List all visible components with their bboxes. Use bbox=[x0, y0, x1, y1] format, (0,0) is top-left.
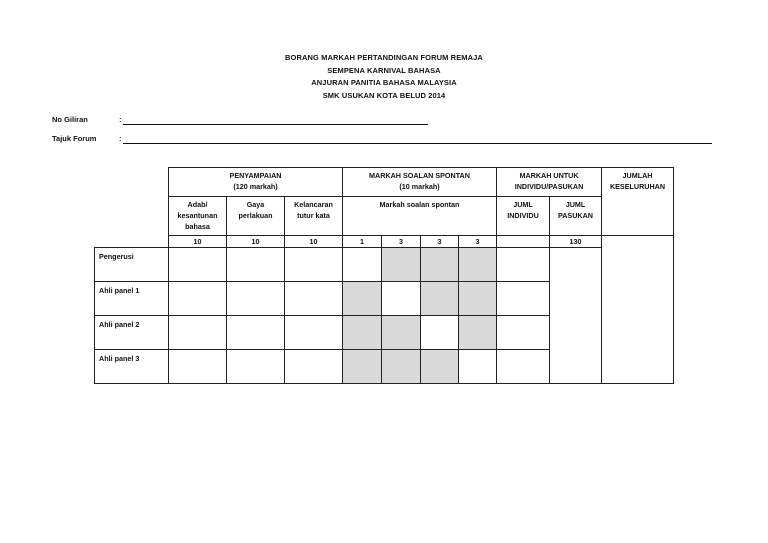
score-cell[interactable] bbox=[227, 282, 285, 316]
juml-pasukan-label-1: JUML bbox=[565, 200, 586, 209]
penyampaian-header bbox=[169, 168, 343, 197]
jumlah-keseluruhan-cell[interactable] bbox=[602, 236, 674, 384]
kelancaran-label-1: Kelancaran bbox=[294, 200, 333, 209]
shaded-cell bbox=[421, 350, 459, 384]
score-cell[interactable] bbox=[227, 248, 285, 282]
score-cell[interactable] bbox=[169, 248, 227, 282]
form-subtitle-event: SEMPENA KARNIVAL BAHASA bbox=[327, 65, 441, 75]
adab-header bbox=[169, 197, 227, 236]
marks-spontan-1: 1 bbox=[343, 236, 382, 248]
no-giliran-blank-line[interactable] bbox=[123, 124, 428, 125]
score-cell[interactable] bbox=[497, 350, 550, 384]
shaded-cell bbox=[343, 350, 382, 384]
penyampaian-title: PENYAMPAIAN bbox=[229, 171, 282, 180]
jumlah-header bbox=[602, 168, 674, 236]
adab-label-3: bahasa bbox=[185, 222, 210, 231]
juml-individu-header bbox=[497, 197, 550, 236]
marks-spontan-4: 3 bbox=[459, 236, 497, 248]
untuk-title: MARKAH UNTUK bbox=[519, 171, 579, 180]
form-subtitle-school: SMK USUKAN KOTA BELUD 2014 bbox=[322, 90, 446, 100]
shaded-cell bbox=[343, 316, 382, 350]
score-cell[interactable] bbox=[421, 316, 459, 350]
gaya-label-1: Gaya bbox=[246, 200, 265, 209]
tajuk-forum-label: Tajuk Forum bbox=[52, 134, 97, 143]
form-title-block bbox=[0, 52, 768, 102]
marks-kelancaran: 10 bbox=[285, 236, 343, 248]
score-cell[interactable] bbox=[285, 350, 343, 384]
corner-cell bbox=[95, 197, 169, 236]
kelancaran-header bbox=[285, 197, 343, 236]
form-title: BORANG MARKAH PERTANDINGAN FORUM REMAJA bbox=[285, 53, 483, 62]
shaded-cell bbox=[459, 282, 497, 316]
adab-label-1: Adab/ bbox=[187, 200, 208, 209]
gaya-label-2: perlakuan bbox=[238, 211, 273, 220]
individu-pasukan-header bbox=[497, 168, 602, 197]
row-label-ahli-panel-1: Ahli panel 1 bbox=[95, 282, 169, 316]
juml-individu-label-1: JUML bbox=[513, 200, 533, 209]
marks-juml-pasukan: 130 bbox=[550, 236, 602, 248]
marks-spontan-3: 3 bbox=[421, 236, 459, 248]
marks-spontan-2: 3 bbox=[382, 236, 421, 248]
shaded-cell bbox=[343, 282, 382, 316]
score-cell[interactable] bbox=[343, 248, 382, 282]
row-label-ahli-panel-3: Ahli panel 3 bbox=[95, 350, 169, 384]
jumlah-title: JUMLAH bbox=[622, 171, 653, 180]
no-giliran-label: No Giliran bbox=[52, 115, 88, 124]
score-cell[interactable] bbox=[459, 350, 497, 384]
marks-juml-individu bbox=[497, 236, 550, 248]
score-cell[interactable] bbox=[382, 282, 421, 316]
spontan-title: MARKAH SOALAN SPONTAN bbox=[369, 171, 470, 180]
score-cell[interactable] bbox=[169, 316, 227, 350]
score-cell[interactable] bbox=[285, 282, 343, 316]
table-row bbox=[95, 248, 674, 282]
score-cell[interactable] bbox=[169, 350, 227, 384]
juml-individu-label-2: INDIVIDU bbox=[507, 211, 539, 220]
score-cell[interactable] bbox=[497, 248, 550, 282]
kelancaran-label-2: tutur kata bbox=[297, 211, 330, 220]
shaded-cell bbox=[382, 350, 421, 384]
penyampaian-subtitle: (120 markah) bbox=[233, 182, 278, 191]
shaded-cell bbox=[421, 282, 459, 316]
marks-adab: 10 bbox=[169, 236, 227, 248]
score-cell[interactable] bbox=[227, 316, 285, 350]
corner-cell bbox=[95, 168, 169, 197]
row-label-ahli-panel-2: Ahli panel 2 bbox=[95, 316, 169, 350]
corner-cell bbox=[95, 236, 169, 248]
score-cell[interactable] bbox=[169, 282, 227, 316]
spontan-subtitle: (10 markah) bbox=[399, 182, 440, 191]
jumlah-subtitle: KESELURUHAN bbox=[609, 182, 666, 191]
no-giliran-colon: : bbox=[119, 115, 122, 124]
shaded-cell bbox=[382, 316, 421, 350]
juml-pasukan-cell[interactable] bbox=[550, 248, 602, 384]
spontan-subheader bbox=[343, 197, 497, 236]
score-table bbox=[94, 167, 674, 384]
untuk-subtitle: INDIVIDU/PASUKAN bbox=[514, 182, 584, 191]
shaded-cell bbox=[421, 248, 459, 282]
spontan-sub-label: Markah soalan spontan bbox=[379, 200, 460, 209]
form-subtitle-organizer: ANJURAN PANITIA BAHASA MALAYSIA bbox=[311, 78, 457, 87]
tajuk-forum-blank-line[interactable] bbox=[123, 143, 712, 144]
juml-pasukan-header bbox=[550, 197, 602, 236]
juml-pasukan-label-2: PASUKAN bbox=[557, 211, 593, 220]
gaya-header bbox=[227, 197, 285, 236]
shaded-cell bbox=[459, 248, 497, 282]
score-cell[interactable] bbox=[285, 248, 343, 282]
score-cell[interactable] bbox=[227, 350, 285, 384]
score-cell[interactable] bbox=[285, 316, 343, 350]
tajuk-forum-colon: : bbox=[119, 134, 122, 143]
score-cell[interactable] bbox=[497, 316, 550, 350]
spontan-header bbox=[343, 168, 497, 197]
adab-label-2: kesantunan bbox=[177, 211, 218, 220]
shaded-cell bbox=[459, 316, 497, 350]
row-label-pengerusi: Pengerusi bbox=[95, 248, 169, 282]
marks-gaya: 10 bbox=[227, 236, 285, 248]
score-cell[interactable] bbox=[497, 282, 550, 316]
shaded-cell bbox=[382, 248, 421, 282]
